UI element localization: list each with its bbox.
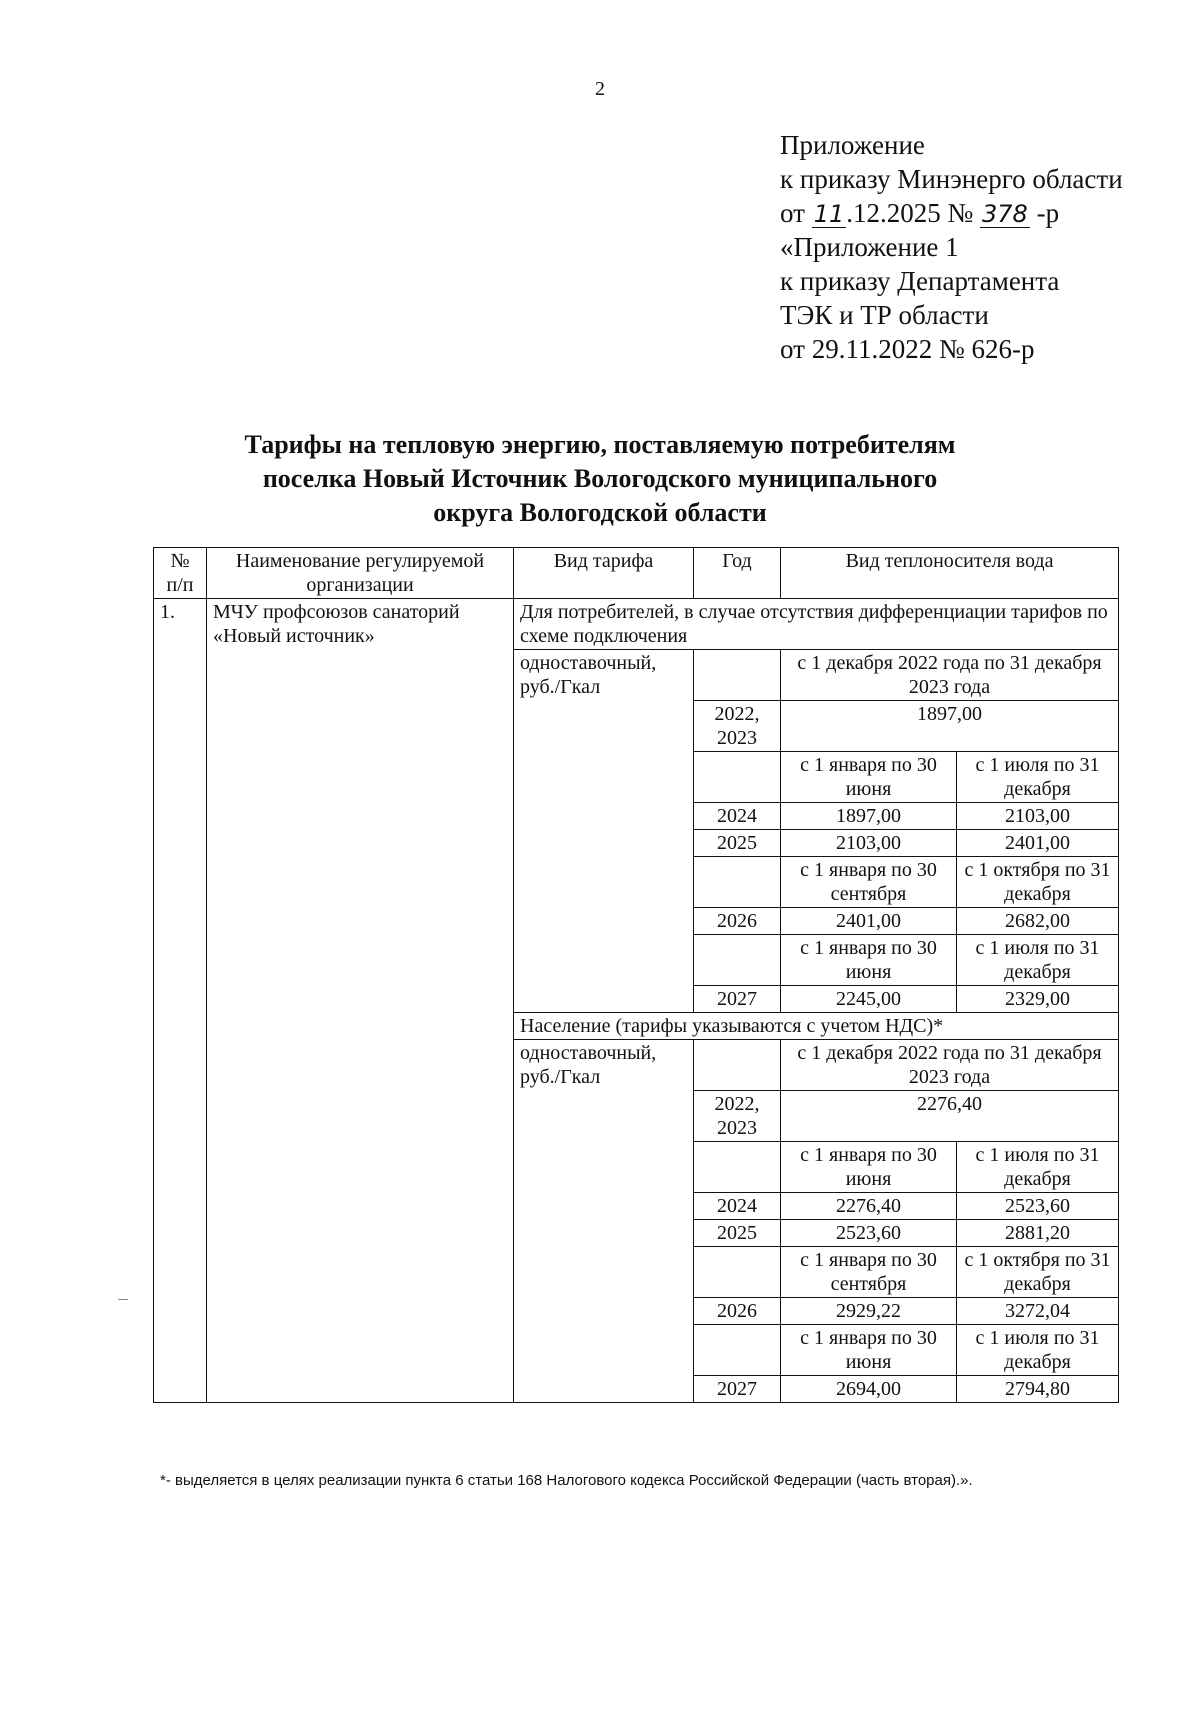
period-cell: с 1 января по 30 июня <box>781 935 957 986</box>
period-cell: с 1 декабря 2022 года по 31 декабря 2023 года <box>781 1040 1119 1091</box>
header-org: Наименование регулируемой организации <box>207 548 514 599</box>
period-cell: с 1 января по 30 сентября <box>781 857 957 908</box>
value-cell: 2276,40 <box>781 1091 1119 1142</box>
year-cell: 2027 <box>694 986 781 1013</box>
title-line: поселка Новый Источник Вологодского муниципального <box>262 464 938 493</box>
title-line: округа Вологодской области <box>433 498 767 527</box>
header-num: № п/п <box>154 548 207 599</box>
group-label: Население (тарифы указываются с учетом НДС)* <box>514 1013 1119 1040</box>
header-tariff-type: Вид тарифа <box>514 548 694 599</box>
group-label: Для потребителей, в случае отсутствия дифференциации тарифов по схеме подключения <box>514 599 1119 650</box>
year-cell: 2027 <box>694 1376 781 1403</box>
year-cell <box>694 935 781 986</box>
year-cell <box>694 857 781 908</box>
row-number: 1. <box>154 599 207 1403</box>
header-line: к приказу Минэнерго области <box>780 164 1123 194</box>
value-cell: 2401,00 <box>781 908 957 935</box>
period-cell: с 1 июля по 31 декабря <box>957 752 1119 803</box>
year-cell <box>694 752 781 803</box>
value-cell: 2401,00 <box>957 830 1119 857</box>
document-title <box>0 428 1200 530</box>
table-header-row <box>154 548 1119 599</box>
handwritten-order-number: 378 <box>982 200 1028 228</box>
value-cell: 2103,00 <box>781 830 957 857</box>
period-cell: с 1 января по 30 сентября <box>781 1247 957 1298</box>
year-cell: 2022, 2023 <box>694 701 781 752</box>
period-cell: с 1 декабря 2022 года по 31 декабря 2023 года <box>781 650 1119 701</box>
period-cell: с 1 июля по 31 декабря <box>957 935 1119 986</box>
value-cell: 2276,40 <box>781 1193 957 1220</box>
header-line: от 29.11.2022 № 626-р <box>780 334 1035 364</box>
tariff-type: одноставочный, руб./Гкал <box>514 650 694 1013</box>
table-row <box>154 599 1119 650</box>
page-number: 2 <box>595 78 605 100</box>
value-cell: 2682,00 <box>957 908 1119 935</box>
period-cell: с 1 января по 30 июня <box>781 1142 957 1193</box>
value-cell: 2881,20 <box>957 1220 1119 1247</box>
period-cell: с 1 января по 30 июня <box>781 1325 957 1376</box>
period-cell: с 1 января по 30 июня <box>781 752 957 803</box>
handwritten-day: 11 <box>813 200 845 228</box>
year-cell: 2022, 2023 <box>694 1091 781 1142</box>
header-text: .12.2025 № <box>846 198 981 228</box>
header-line: «Приложение 1 <box>780 232 959 262</box>
value-cell: 2523,60 <box>957 1193 1119 1220</box>
value-cell: 2329,00 <box>957 986 1119 1013</box>
margin-mark <box>118 1299 128 1300</box>
tariff-type: одноставочный, руб./Гкал <box>514 1040 694 1403</box>
header-text: -р <box>1029 198 1060 228</box>
header-line: ТЭК и ТР области <box>780 300 989 330</box>
year-cell <box>694 650 781 701</box>
year-cell: 2024 <box>694 1193 781 1220</box>
year-cell: 2026 <box>694 1298 781 1325</box>
header-year: Год <box>694 548 781 599</box>
header-line: Приложение <box>780 130 925 160</box>
value-cell: 2523,60 <box>781 1220 957 1247</box>
year-cell: 2025 <box>694 830 781 857</box>
header-order-date-line <box>780 196 1123 230</box>
year-cell: 2024 <box>694 803 781 830</box>
year-cell <box>694 1325 781 1376</box>
appendix-header <box>780 128 1123 366</box>
period-cell: с 1 июля по 31 декабря <box>957 1325 1119 1376</box>
year-cell: 2026 <box>694 908 781 935</box>
value-cell: 2103,00 <box>957 803 1119 830</box>
value-cell: 2694,00 <box>781 1376 957 1403</box>
value-cell: 3272,04 <box>957 1298 1119 1325</box>
header-line: к приказу Департамента <box>780 266 1060 296</box>
period-cell: с 1 октября по 31 декабря <box>957 1247 1119 1298</box>
value-cell: 2794,80 <box>957 1376 1119 1403</box>
tariff-table <box>153 547 1119 1403</box>
period-cell: с 1 октября по 31 декабря <box>957 857 1119 908</box>
header-carrier: Вид теплоносителя вода <box>781 548 1119 599</box>
footnote: *- выделяется в целях реализации пункта 6 статьи 168 Налогового кодекса Российской Федерации (часть вторая).». <box>160 1472 973 1489</box>
year-cell <box>694 1040 781 1091</box>
value-cell: 2245,00 <box>781 986 957 1013</box>
value-cell: 1897,00 <box>781 701 1119 752</box>
year-cell <box>694 1142 781 1193</box>
organization-name: МЧУ профсоюзов санаторий «Новый источник» <box>207 599 514 1403</box>
header-text: от <box>780 198 812 228</box>
period-cell: с 1 июля по 31 декабря <box>957 1142 1119 1193</box>
value-cell: 2929,22 <box>781 1298 957 1325</box>
title-line: Тарифы на тепловую энергию, поставляемую потребителям <box>244 430 956 459</box>
year-cell: 2025 <box>694 1220 781 1247</box>
year-cell <box>694 1247 781 1298</box>
value-cell: 1897,00 <box>781 803 957 830</box>
